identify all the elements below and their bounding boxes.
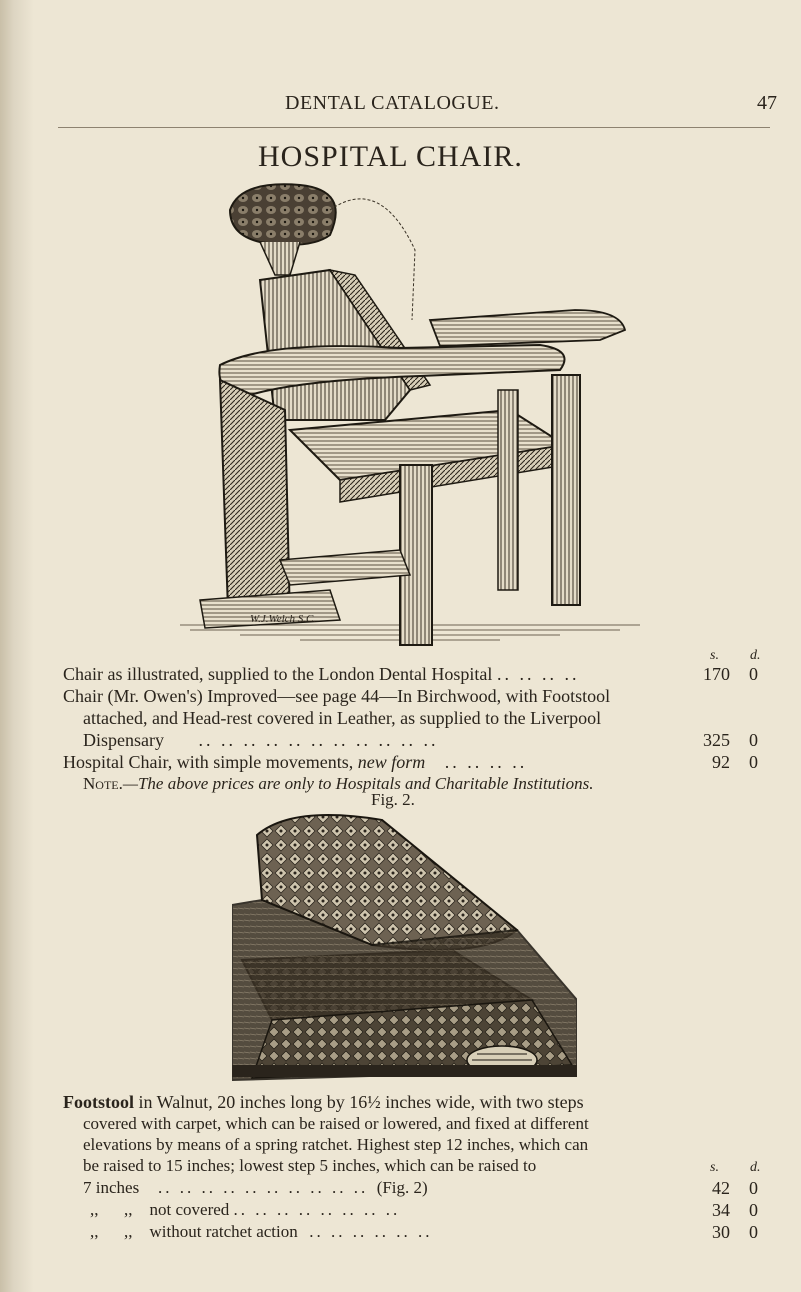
- footstool-line-7-text: without ratchet action: [149, 1222, 298, 1241]
- price-pence: 0: [749, 1178, 758, 1198]
- footstool-line-5: [83, 1178, 428, 1198]
- price-pence: 0: [749, 752, 758, 772]
- leader-dots: .. .. .. ..: [429, 752, 528, 772]
- running-header: DENTAL CATALOGUE.: [285, 92, 500, 114]
- chair-line-4: [83, 730, 438, 751]
- footstool-line-5-text: 7 inches: [83, 1178, 140, 1197]
- price-shillings: 170: [703, 664, 730, 684]
- price-pence: 0: [749, 664, 758, 684]
- footstool-line-6: [90, 1200, 400, 1220]
- footstool-line-1: [63, 1092, 584, 1113]
- price-shillings: 42: [712, 1178, 730, 1198]
- shillings-header: s.: [710, 648, 719, 663]
- chair-line-2: Chair (Mr. Owen's) Improved—see page 44—In Birchwood, with Footstool: [63, 686, 611, 706]
- ditto-mark: ,,: [124, 1222, 133, 1241]
- chair-line-1-text: Chair as illustrated, supplied to the London Dental Hospital: [63, 664, 493, 684]
- chair-line-4-text: Dispensary: [83, 730, 164, 750]
- leader-dots: .. .. .. .. .. .. .. .. .. .. ..: [168, 730, 439, 750]
- leader-dots: .. .. .. .. .. ..: [301, 1222, 433, 1241]
- header-rule: [58, 127, 770, 128]
- footstool-line-2: covered with carpet, which can be raised or lowered, and fixed at different: [83, 1114, 589, 1133]
- hospital-chair-illustration: [180, 180, 660, 650]
- chair-line-3: attached, and Head-rest covered in Leather, as supplied to the Liverpool: [83, 708, 602, 728]
- price-note: [83, 774, 594, 794]
- price-shillings: 30: [712, 1222, 730, 1242]
- note-text: —The above prices are only to Hospitals and Charitable Institutions.: [122, 774, 594, 793]
- figure-reference: (Fig. 2): [376, 1178, 428, 1197]
- shillings-header: s.: [710, 1160, 719, 1175]
- footstool-heading: Footstool: [63, 1092, 134, 1112]
- chair-line-5: [63, 752, 527, 773]
- ditto-mark: ,,: [124, 1200, 133, 1219]
- price-shillings: 325: [703, 730, 730, 750]
- chair-line-5-text: Hospital Chair, with simple movements,: [63, 752, 354, 772]
- price-pence: 0: [749, 730, 758, 750]
- note-label: Note.: [83, 774, 123, 793]
- footstool-line-7: [90, 1222, 432, 1242]
- footstool-line-4: be raised to 15 inches; lowest step 5 inches, which can be raised to: [83, 1156, 537, 1175]
- pence-header: d.: [750, 1160, 761, 1175]
- chair-line-1: [63, 664, 579, 685]
- leader-dots: .. .. .. .. .. .. .. ..: [233, 1200, 401, 1219]
- leader-dots: .. .. .. ..: [496, 664, 580, 684]
- section-title: HOSPITAL CHAIR.: [258, 140, 523, 173]
- ditto-mark: ,,: [90, 1200, 99, 1219]
- price-shillings: 92: [712, 752, 730, 772]
- footstool-line-1-text: in Walnut, 20 inches long by 16½ inches wide, with two steps: [138, 1092, 584, 1112]
- footstool-illustration: [232, 810, 577, 1085]
- footstool-line-3: elevations by means of a spring ratchet. Highest step 12 inches, which can: [83, 1135, 589, 1154]
- ditto-mark: ,,: [90, 1222, 99, 1241]
- price-pence: 0: [749, 1200, 758, 1220]
- price-pence: 0: [749, 1222, 758, 1242]
- price-shillings: 34: [712, 1200, 730, 1220]
- footstool-line-6-text: not covered: [149, 1200, 230, 1219]
- page-number: 47: [757, 92, 777, 114]
- engraver-signature: W.J.Welch S.C.: [250, 613, 317, 625]
- pence-header: d.: [750, 648, 761, 663]
- figure-2-caption: Fig. 2.: [371, 790, 415, 809]
- leader-dots: .. .. .. .. .. .. .. .. .. ..: [143, 1178, 369, 1197]
- chair-line-5-italic: new form: [357, 752, 426, 772]
